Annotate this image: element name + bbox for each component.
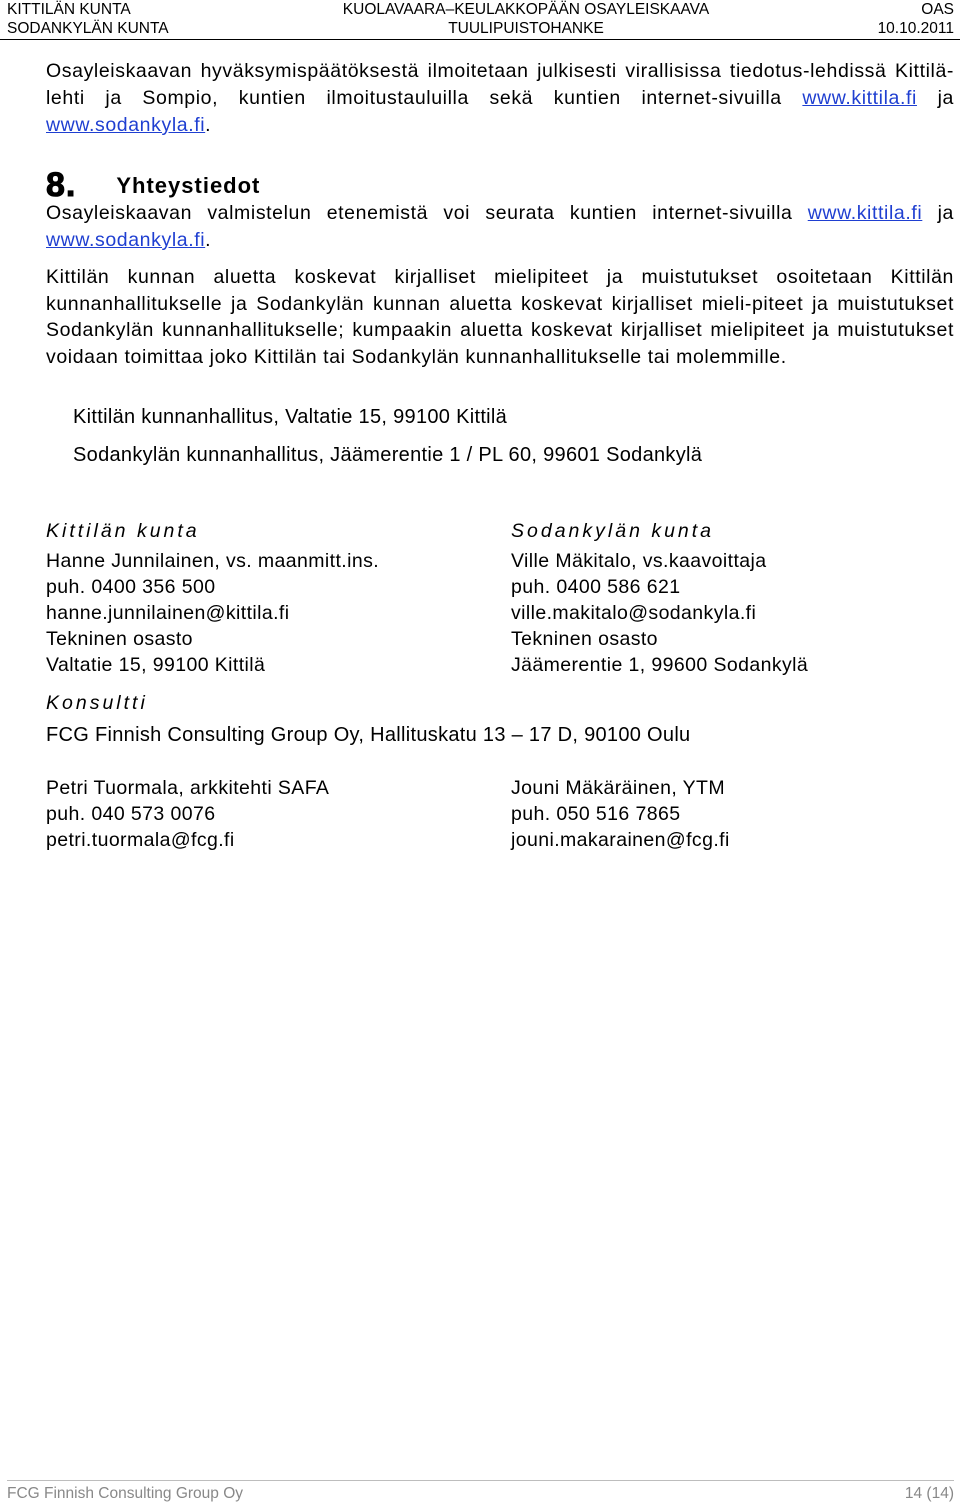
consultant-2-phone: puh. 050 516 7865 [511, 803, 681, 825]
sodankyla-contact-name: Ville Mäkitalo, vs.kaavoittaja [511, 550, 767, 572]
kittila-link[interactable]: www.kittila.fi [802, 87, 917, 109]
kittila-contact-dept: Tekninen osasto [46, 628, 193, 650]
header-municipality-1: KITTILÄN KUNTA [7, 1, 131, 18]
kittila-board-address: Kittilän kunnanhallitus, Valtatie 15, 99100 Kittilä [73, 406, 508, 428]
link-separator-2: ja [937, 202, 954, 224]
opinions-paragraph: Kittilän kunnan aluetta koskevat kirjalliset mielipiteet ja muistutukset osoitetaan Kittilän kunnanhallitukselle ja Sodankylän kunnan aluetta koskevat kirjalliset mieli-piteet ja muistutukset Sodankylän kunnanhallitukselle; kumpaakin aluetta koskevat kirjalliset mielipiteet ja muistutukset voidaan toimittaa joko Kittilän tai Sodankylän kunnanhallitukselle tai molemmille. [46, 266, 954, 368]
header-left [7, 0, 169, 38]
consultant-2-name: Jouni Mäkäräinen, YTM [511, 777, 725, 799]
sodankyla-contact [511, 518, 808, 678]
sodankyla-link[interactable]: www.sodankyla.fi [46, 114, 206, 136]
header-divider [0, 39, 960, 40]
kittila-contact [46, 518, 379, 678]
link-separator: ja [937, 87, 954, 109]
sentence-end-2: . [205, 229, 212, 251]
sodankyla-contact-email[interactable]: ville.makitalo@sodankyla.fi [511, 602, 757, 624]
footer-divider [7, 1480, 954, 1481]
follow-text: Osayleiskaavan valmistelun etenemistä voi seurata kuntien internet-sivuilla [46, 202, 793, 224]
sodankyla-contact-dept: Tekninen osasto [511, 628, 658, 650]
sodankyla-contact-phone: puh. 0400 586 621 [511, 576, 681, 598]
kittila-contact-name: Hanne Junnilainen, vs. maanmitt.ins. [46, 550, 380, 572]
sodankyla-link-2[interactable]: www.sodankyla.fi [46, 229, 206, 251]
header-right [878, 0, 954, 38]
page-header [0, 0, 960, 40]
header-center [343, 0, 709, 38]
consultant-1-name: Petri Tuormala, arkkitehti SAFA [46, 777, 330, 799]
sodankyla-contact-heading: Sodankylän kunta [511, 520, 715, 542]
header-date: 10.10.2011 [877, 20, 954, 37]
footer-page-number: 14 (14) [904, 1485, 954, 1502]
consultant-person-2 [511, 775, 730, 853]
header-municipality-2: SODANKYLÄN KUNTA [7, 20, 169, 37]
consultant-2-email[interactable]: jouni.makarainen@fcg.fi [511, 829, 730, 851]
consultant-1-phone: puh. 040 573 0076 [46, 803, 216, 825]
consultant-1-email[interactable]: petri.tuormala@fcg.fi [46, 829, 235, 851]
sodankyla-contact-address: Jäämerentie 1, 99600 Sodankylä [511, 654, 809, 676]
sentence-end: . [205, 114, 212, 136]
section-title: Yhteystiedot [116, 173, 261, 198]
footer-company: FCG Finnish Consulting Group Oy [7, 1485, 244, 1502]
header-plan-title: KUOLAVAARA–KEULAKKOPÄÄN OSAYLEISKAAVA [342, 1, 710, 18]
kittila-contact-email[interactable]: hanne.junnilainen@kittila.fi [46, 602, 290, 624]
consultant-person-1 [46, 775, 329, 853]
consultant-heading: Konsultti [46, 692, 148, 714]
kittila-link-2[interactable]: www.kittila.fi [807, 202, 923, 224]
kittila-contact-heading: Kittilän kunta [46, 520, 200, 542]
header-doc-type: OAS [921, 1, 954, 18]
section-number: 8. [46, 166, 77, 204]
approval-text: Osayleiskaavan hyväksymispäätöksestä ilmoitetaan julkisesti virallisissa tiedotus-lehdissä Kittilä-lehti ja Sompio, kuntien ilmoitustauluilla sekä kuntien internet-sivuilla [46, 60, 954, 109]
follow-paragraph [46, 200, 954, 254]
sodankyla-board-address: Sodankylän kunnanhallitus, Jäämerentie 1 / PL 60, 99601 Sodankylä [73, 444, 703, 466]
consultant-company: FCG Finnish Consulting Group Oy, Hallituskatu 13 – 17 D, 90100 Oulu [46, 724, 691, 746]
kittila-contact-address: Valtatie 15, 99100 Kittilä [46, 654, 266, 676]
kittila-contact-phone: puh. 0400 356 500 [46, 576, 216, 598]
approval-paragraph [46, 58, 954, 139]
header-project-title: TUULIPUISTOHANKE [448, 20, 604, 37]
